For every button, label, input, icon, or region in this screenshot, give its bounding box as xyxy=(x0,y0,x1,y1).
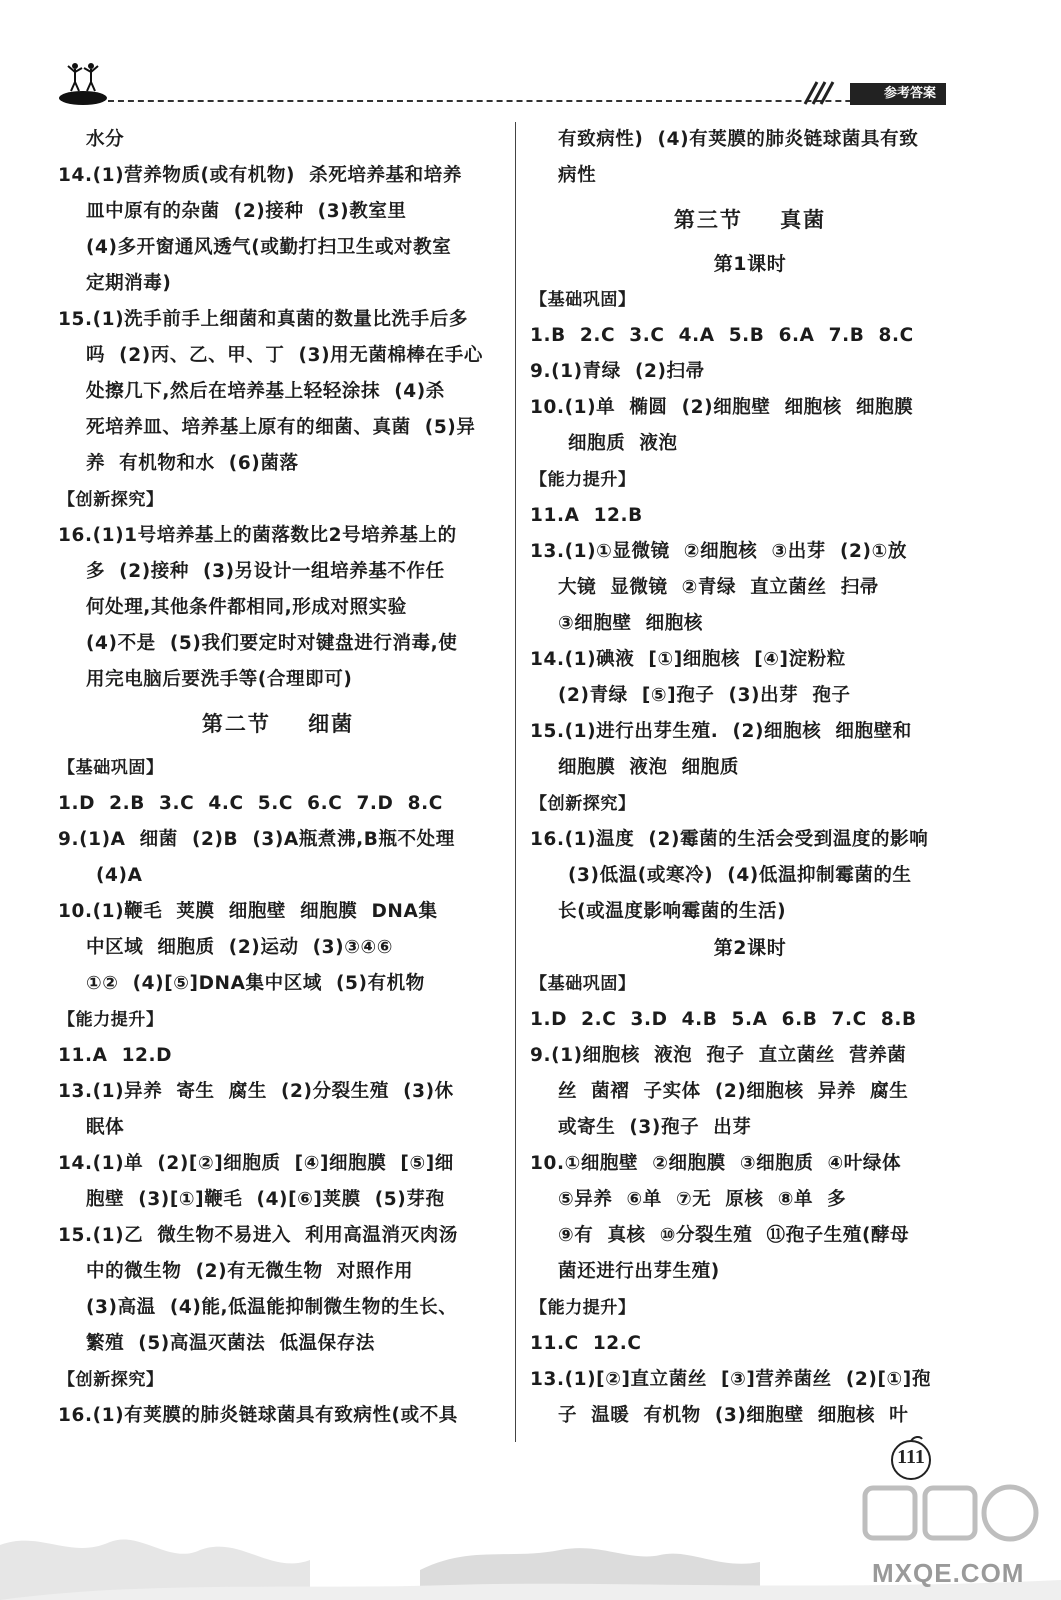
category-label: 【能力提升】 xyxy=(58,1010,164,1030)
answer-line: 1.D 2.C 3.D 4.B 5.A 6.B 7.C 8.B xyxy=(530,1009,917,1030)
slashes-decoration-icon xyxy=(801,80,841,106)
answer-line: 子 温暖 有机物 (3)细胞壁 细胞核 叶 xyxy=(558,1405,909,1426)
category-label: 【基础巩固】 xyxy=(530,974,636,994)
answer-line: (3)低温(或寒冷) (4)低温抑制霉菌的生 xyxy=(568,865,912,886)
answer-line: 13.(1)异养 寄生 腐生 (2)分裂生殖 (3)休 xyxy=(58,1081,454,1102)
answer-line: 长(或温度影响霉菌的生活) xyxy=(558,901,787,922)
answer-line: ③细胞壁 细胞核 xyxy=(558,613,703,634)
category-label: 【创新探究】 xyxy=(58,490,164,510)
answer-line: 眠体 xyxy=(86,1117,125,1138)
answer-line: 9.(1)青绿 (2)扫帚 xyxy=(530,361,705,382)
answer-line: 或寄生 (3)孢子 出芽 xyxy=(558,1117,752,1138)
column-divider xyxy=(515,122,516,1442)
answer-line: 定期消毒) xyxy=(86,273,172,294)
lesson-heading: 第1课时 xyxy=(713,253,787,275)
answer-line: (2)青绿 [⑤]孢子 (3)出芽 孢子 xyxy=(558,685,851,706)
answer-line: 处擦几下,然后在培养基上轻轻涂抹 (4)杀 xyxy=(86,381,445,402)
answer-line: 细胞膜 液泡 细胞质 xyxy=(558,757,739,778)
answer-line: 10.(1)单 椭圆 (2)细胞壁 细胞核 细胞膜 xyxy=(530,397,914,418)
answer-line: 繁殖 (5)高温灭菌法 低温保存法 xyxy=(86,1333,375,1354)
answer-line: 丝 菌褶 子实体 (2)细胞核 异养 腐生 xyxy=(558,1081,909,1102)
category-label: 【能力提升】 xyxy=(530,1298,636,1318)
answer-line: 11.C 12.C xyxy=(530,1333,642,1354)
answer-line: 10.①细胞壁 ②细胞膜 ③细胞质 ④叶绿体 xyxy=(530,1153,902,1174)
left-column xyxy=(58,122,498,1434)
answer-line: 15.(1)进行出芽生殖. (2)细胞核 细胞壁和 xyxy=(530,721,912,742)
answer-line: 16.(1)1号培养基上的菌落数比2号培养基上的 xyxy=(58,525,457,546)
answer-line: 菌还进行出芽生殖) xyxy=(558,1261,720,1282)
people-logo-icon xyxy=(58,58,108,106)
answer-line: 9.(1)A 细菌 (2)B (3)A瓶煮沸,B瓶不处理 xyxy=(58,829,455,850)
section-heading: 第三节 真菌 xyxy=(673,208,827,232)
lesson-heading: 第2课时 xyxy=(713,937,787,959)
category-label: 【基础巩固】 xyxy=(530,290,636,310)
answer-line: 14.(1)营养物质(或有机物) 杀死培养基和培养 xyxy=(58,165,462,186)
category-label: 【创新探究】 xyxy=(58,1370,164,1390)
answer-line: 有致病性) (4)有荚膜的肺炎链球菌具有致 xyxy=(558,129,919,150)
answer-line: 14.(1)碘液 [①]细胞核 [④]淀粉粒 xyxy=(530,649,846,670)
answer-line: 死培养皿、培养基上原有的细菌、真菌 (5)异 xyxy=(86,417,476,438)
answer-line: 何处理,其他条件都相同,形成对照实验 xyxy=(86,597,407,618)
answer-line: 1.B 2.C 3.C 4.A 5.B 6.A 7.B 8.C xyxy=(530,325,914,346)
answer-line: 用完电脑后要洗手等(合理即可) xyxy=(86,669,353,690)
answer-line: 胞壁 (3)[①]鞭毛 (4)[⑥]荚膜 (5)芽孢 xyxy=(86,1189,445,1210)
answer-line: 10.(1)鞭毛 荚膜 细胞壁 细胞膜 DNA集 xyxy=(58,901,438,922)
answer-line: 吗 (2)丙、乙、甲、丁 (3)用无菌棉棒在手心 xyxy=(86,345,483,366)
category-label: 【基础巩固】 xyxy=(58,758,164,778)
page-header xyxy=(0,0,1061,115)
category-label: 【创新探究】 xyxy=(530,794,636,814)
answer-line: 11.A 12.B xyxy=(530,505,643,526)
answer-line: 中区域 细胞质 (2)运动 (3)③④⑥ xyxy=(86,937,394,958)
answer-line: 16.(1)有荚膜的肺炎链球菌具有致病性(或不具 xyxy=(58,1405,458,1426)
answer-line: 水分 xyxy=(86,129,125,150)
answer-line: 1.D 2.B 3.C 4.C 5.C 6.C 7.D 8.C xyxy=(58,793,443,814)
answer-line: (4)A xyxy=(96,865,143,886)
answer-line: 皿中原有的杂菌 (2)接种 (3)教室里 xyxy=(86,201,407,222)
category-label: 【能力提升】 xyxy=(530,470,636,490)
answer-line: ⑨有 真核 ⑩分裂生殖 ⑪孢子生殖(酵母 xyxy=(558,1225,910,1246)
answer-line: 15.(1)洗手前手上细菌和真菌的数量比洗手后多 xyxy=(58,309,468,330)
answer-line: 13.(1)①显微镜 ②细胞核 ③出芽 (2)①放 xyxy=(530,541,907,562)
answer-line: 13.(1)[②]直立菌丝 [③]营养菌丝 (2)[①]孢 xyxy=(530,1369,931,1390)
answer-line: 中的微生物 (2)有无微生物 对照作用 xyxy=(86,1261,414,1282)
answer-line: (3)高温 (4)能,低温能抑制微生物的生长、 xyxy=(86,1297,458,1318)
answer-line: 养 有机物和水 (6)菌落 xyxy=(86,453,299,474)
section-heading: 第二节 细菌 xyxy=(201,712,355,736)
page-number: 111 xyxy=(897,1446,925,1468)
answer-line: 细胞质 液泡 xyxy=(568,433,678,454)
answer-line: (4)不是 (5)我们要定时对键盘进行消毒,使 xyxy=(86,633,458,654)
answer-line: 15.(1)乙 微生物不易进入 利用高温消灭肉汤 xyxy=(58,1225,458,1246)
answer-line: 11.A 12.D xyxy=(58,1045,173,1066)
answer-line: 14.(1)单 (2)[②]细胞质 [④]细胞膜 [⑤]细 xyxy=(58,1153,454,1174)
answer-line: (4)多开窗通风透气(或勤打扫卫生或对教室 xyxy=(86,237,452,258)
answer-line: 多 (2)接种 (3)另设计一组培养基不作任 xyxy=(86,561,445,582)
answer-line: 病性 xyxy=(558,165,597,186)
answer-key-tag: 参考答案 xyxy=(850,83,946,105)
answer-line: 9.(1)细胞核 液泡 孢子 直立菌丝 营养菌 xyxy=(530,1045,907,1066)
answer-line: ①② (4)[⑤]DNA集中区域 (5)有机物 xyxy=(86,973,425,994)
answer-line: 16.(1)温度 (2)霉菌的生活会受到温度的影响 xyxy=(530,829,929,850)
answer-line: 大镜 显微镜 ②青绿 直立菌丝 扫帚 xyxy=(558,577,879,598)
answer-line: ⑤异养 ⑥单 ⑦无 原核 ⑧单 多 xyxy=(558,1189,847,1210)
watermark-text: MXQE.COM xyxy=(872,1558,1025,1588)
right-column xyxy=(530,122,970,1434)
